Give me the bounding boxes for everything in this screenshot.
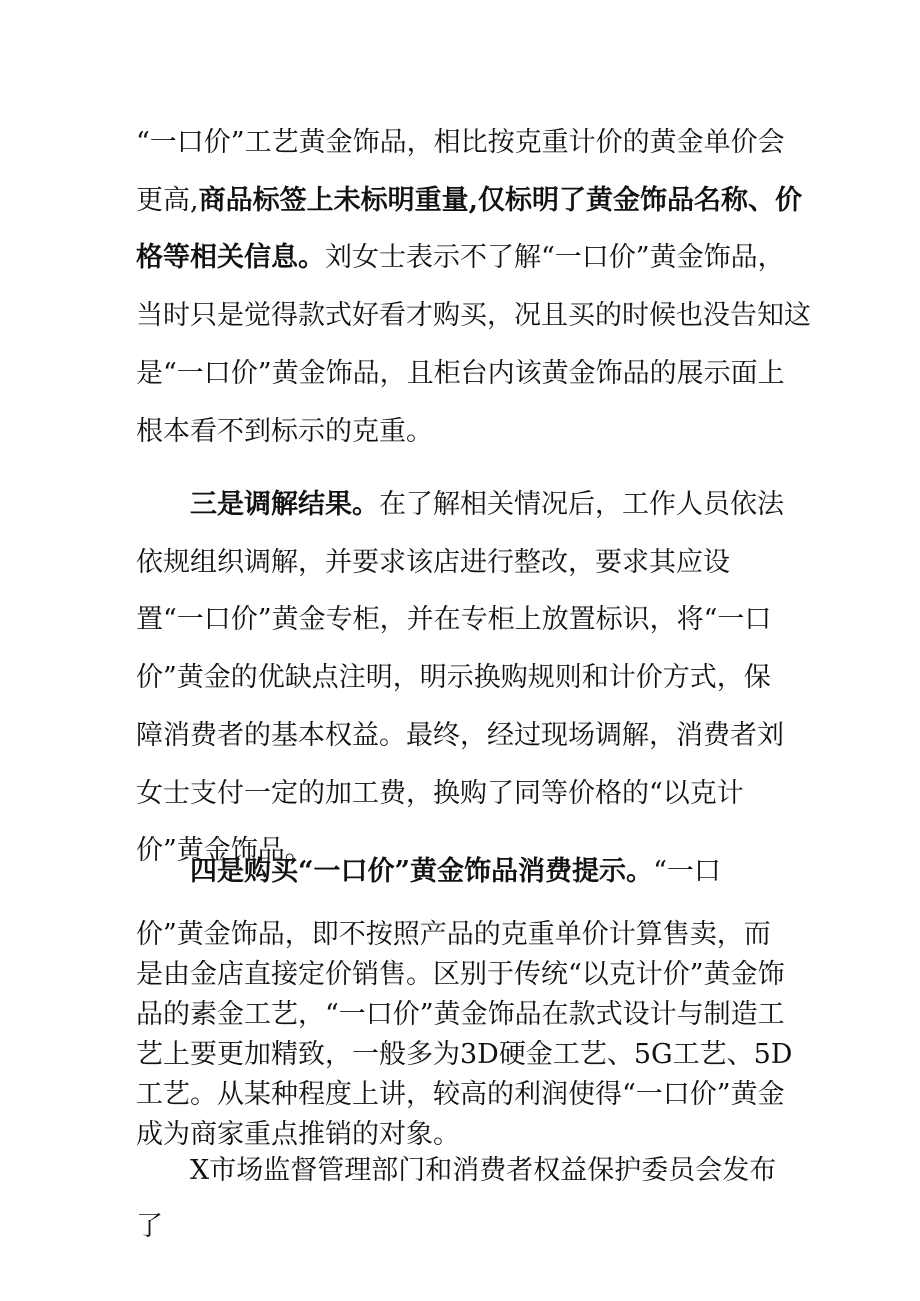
text-line: “一口价”工艺黄金饰品，相比按克重计价的黄金单价会 — [136, 127, 785, 158]
text-line: 根本看不到标示的克重。 — [136, 415, 433, 447]
paragraph-consumer-tip-body — [136, 915, 796, 1155]
paragraph-text: “一口 — [653, 856, 721, 887]
paragraph-authority-notice — [136, 1143, 796, 1255]
text-span: 刘女士表示不了解“一口价”黄金饰品， — [325, 242, 785, 274]
paragraph-text: 价”黄金饰品，即不按照产品的克重单价计算售卖，而是由金店直接定价销售。区别于传统“以克计价”黄金饰品的素金工艺，“一口价”黄金饰品在款式设计与制造工艺上要更加精致，一般多为3D硬金工艺、5G工艺、5D工艺。从某种程度上讲，较高的利润使得“一口价”黄金成为商家重点推销的对象。 — [136, 919, 793, 1150]
text-span: 更高, — [136, 184, 199, 216]
text-line — [136, 229, 796, 287]
section-heading: 四是购买“一口价”黄金饰品消费提示。 — [190, 856, 654, 887]
paragraph-mediation-result — [136, 476, 796, 880]
paragraph-text: 在了解相关情况后，工作人员依法依规组织调解，并要求该店进行整改，要求其应设置“一口价”黄金专柜，并在专柜上放置标识，将“一口价”黄金的优缺点注明，明示换购规则和计价方式，保障消费者的基本权益。最终，经过现场调解，消费者刘女士支付一定的加工费，换购了同等价格的“以克计价”黄金饰品。 — [136, 489, 784, 867]
paragraph-price-explanation — [136, 114, 811, 460]
paragraph-text: X市场监督管理部门和消费者权益保护委员会发布了 — [136, 1155, 777, 1242]
bold-text: 商品标签上未标明重量,仅标明了黄金饰品名称、价 — [198, 184, 802, 216]
paragraph-consumer-tip-heading — [136, 844, 796, 900]
text-line: 是“一口价”黄金饰品，且柜台内该黄金饰品的展示面上 — [136, 357, 785, 389]
text-line — [136, 172, 802, 230]
section-heading: 三是调解结果。 — [190, 489, 379, 520]
text-line: 当时只是觉得款式好看才购买，况且买的时候也没告知这 — [136, 300, 811, 332]
bold-text: 格等相关信息。 — [136, 242, 325, 274]
